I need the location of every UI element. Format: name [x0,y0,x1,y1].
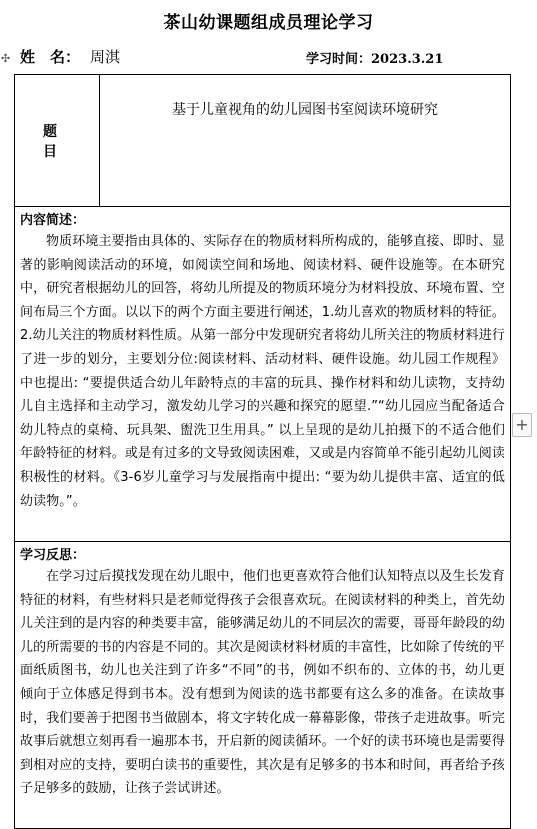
content-heading: 内容简述： [20,213,86,228]
reflection-cell [15,542,511,829]
name-label: 姓 名： [20,48,81,66]
date-value: 2023.3.21 [371,52,444,67]
content-body: 物质环境主要指由具体的、实际存在的物质材料所构成的，能够直接、即时、显著的影响阅读活动的环境，如阅读空间和场地、阅读材料、硬件设施等。在本研究中，研究者根据幼儿的回答，将幼儿所提及的物质环境分为材料投放、环境布置、空间布局三个方面。以以下的两个方面主要进行阐述，1.幼儿喜欢的物质材料的特征。2.幼儿关注的物质材料性质。从第一部分中发现研究者将幼儿所关注的物质材料进行了进一步的划分，主要划分位:阅读材料、活动材料、硬件设施。幼儿园工作规程》中也提出: “要提供适合幼儿年龄特点的丰富的玩具、操作材料和幼儿读物，支持幼儿自主选择和主动学习，激发幼儿学习的兴趣和探究的愿望.”“幼儿园应当配备适合幼儿特点的桌椅、玩具架、盥洗卫生用具。” 以上呈现的是幼儿拍摄下的不适合他们年龄特征的材料。或是有过多的文导致阅读困难，又或是内容简单不能引起幼儿阅读积极性的材料。《3-6岁儿童学习与发展指南中提出: “要为幼儿提供丰富、适宜的低幼读物。”。 [20,234,505,509]
date-row [306,48,443,67]
content-cell [15,207,511,542]
name-row [20,46,120,67]
table-move-icon[interactable]: ✣ [0,52,11,65]
topic-row [15,75,511,207]
reflection-body: 在学习过后摸找发现在幼儿眼中，他们也更喜欢符合他们认知特点以及生长发育特征的材料，有些材料只是老师觉得孩子会很喜欢玩。在阅读材料的种类上，首先幼儿关注到的是内容的种类要丰富，能够满足幼儿的不同层次的需要，哥哥年龄段的幼儿的所需要的书的内容是不同的。其次是阅读材料材质的丰富性，比如除了传统的平面纸质图书，幼儿也关注到了许多“不同”的书，例如不织布的、立体的书，幼儿更倾向于立体感足得到书本。没有想到为阅读的选书都要有这么多的准备。在读故事时，我们要善于把图书当做剧本，将文字转化成一幕幕影像，带孩子走进故事。听完故事后就想立刻再看一遍那本书，开启新的阅读循环。一个好的读书环境也是需要得到相对应的支持，要明白读书的重要性，其次是有足够多的书本和时间，再者给予孩子足够多的鼓励，让孩子尝试讲述。 [20,569,505,797]
topic-label: 题 目 [15,75,100,207]
document-title: 茶山幼课题组成员理论学习 [163,13,374,33]
name-value: 周淇 [90,48,121,66]
reflection-row [15,542,511,829]
content-row [15,207,511,542]
study-table [14,74,511,829]
date-label: 学习时间： [306,52,372,67]
plus-icon[interactable]: + [512,413,532,437]
reflection-heading: 学习反思： [20,548,86,563]
topic-value: 基于儿童视角的幼儿园图书室阅读环境研究 [100,75,511,207]
